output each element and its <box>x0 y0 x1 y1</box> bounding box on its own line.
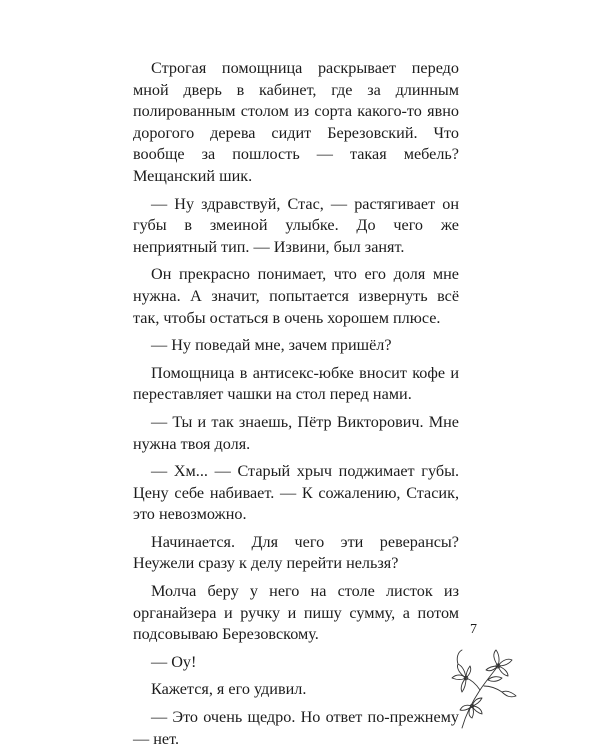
flower-sketch-icon <box>432 640 522 730</box>
paragraph-6: — Ты и так знаешь, Пётр Викторович. Мне нужна твоя доля. <box>133 412 459 453</box>
paragraph-9: Молча беру у него на столе листок из органайзера и ручку и пишу сумму, а потом подсовываю Березовскому. <box>133 582 459 644</box>
paragraph-1: Строгая помощница раскрывает передо мной дверь в кабинет, где за длинным полированным столом из сорта какого-то явно дорогого дерева сидит Березовский. Что вообще за пошлость — такая мебель? Мещанский шик. <box>133 59 459 185</box>
paragraph-4: — Ну поведай мне, зачем пришёл? <box>151 336 392 355</box>
paragraph-8: Начинается. Для чего эти реверансы? Неужели сразу к делу перейти нельзя? <box>133 532 459 573</box>
paragraph-12: — Это очень щедро. Но ответ по-прежнему — нет. <box>133 708 459 748</box>
page-number: 7 <box>470 622 477 637</box>
paragraph-10: — Оу! <box>151 652 197 671</box>
body-text <box>133 58 459 756</box>
paragraph-7: — Хм... — Старый хрыч поджимает губы. Цену себе набивает. — К сожалению, Стасик, это невозможно. <box>133 462 459 524</box>
paragraph-3: Он прекрасно понимает, что его доля мне нужна. А значит, попытается извернуть всё так, чтобы остаться в очень хорошем плюсе. <box>133 265 459 327</box>
paragraph-11: Кажется, я его удивил. <box>151 680 307 699</box>
paragraph-2: — Ну здравствуй, Стас, — растягивает он губы в змеиной улыбке. До чего же неприятный тип. — Извини, был занят. <box>133 194 459 256</box>
paragraph-5: Помощница в антисекс-юбке вносит кофе и переставляет чашки на стол перед нами. <box>133 363 459 404</box>
